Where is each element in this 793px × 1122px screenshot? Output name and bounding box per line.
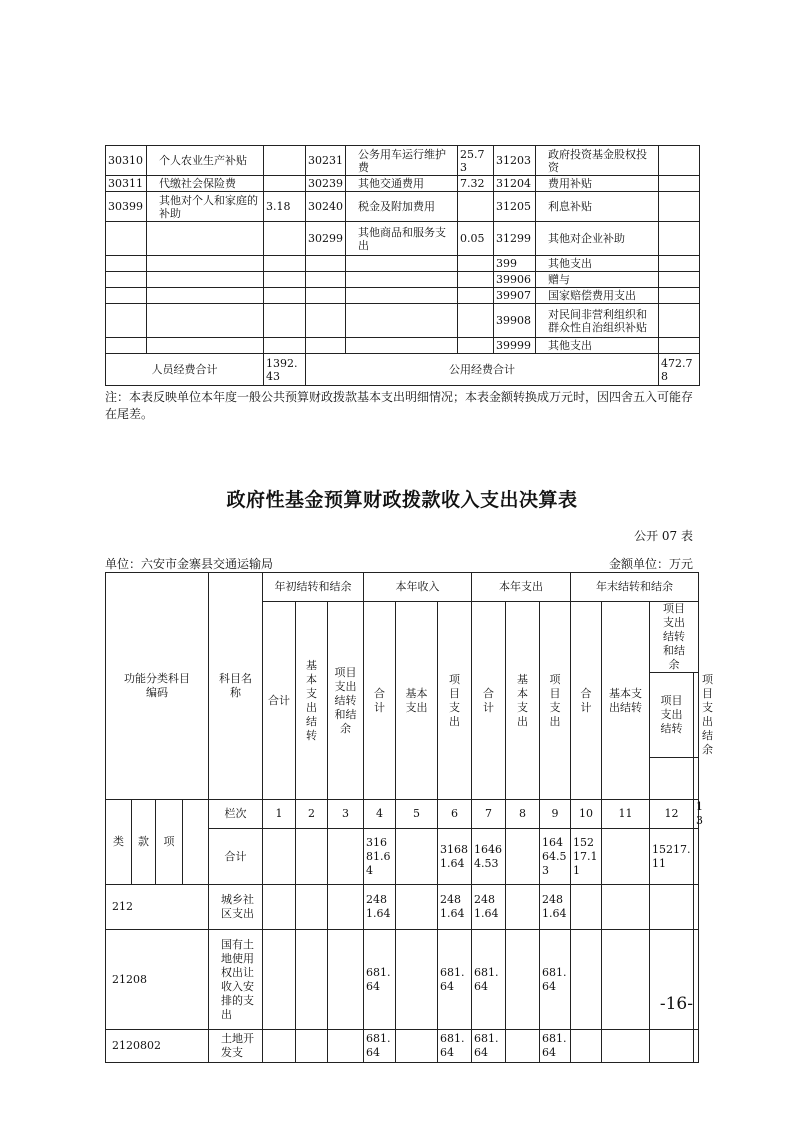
column-number: 10 bbox=[571, 800, 602, 829]
table-row bbox=[106, 885, 699, 930]
column-number: 11 bbox=[602, 800, 650, 829]
table-row bbox=[106, 256, 700, 272]
table-cell bbox=[264, 338, 306, 354]
column-number: 12 bbox=[650, 800, 694, 829]
header-exp-project: 项目支出 bbox=[540, 602, 571, 800]
table-cell bbox=[659, 192, 700, 222]
value-cell bbox=[296, 885, 328, 930]
table-cell: 公务用车运行维护费 bbox=[346, 146, 458, 176]
total-value bbox=[506, 829, 540, 885]
value-cell bbox=[506, 930, 540, 1030]
table-cell: 其他支出 bbox=[536, 338, 659, 354]
header-end-basic: 基本支出结转 bbox=[602, 602, 650, 800]
table-cell bbox=[659, 338, 700, 354]
table-cell bbox=[659, 222, 700, 256]
value-cell bbox=[650, 885, 694, 930]
table-cell: 其他对企业补助 bbox=[536, 222, 659, 256]
table-cell bbox=[264, 256, 306, 272]
header-end-project-surplus: 项目支出结余 bbox=[694, 673, 699, 758]
table-cell bbox=[346, 288, 458, 304]
header-income-project: 项目支出 bbox=[438, 602, 472, 800]
table-cell bbox=[106, 338, 147, 354]
table-cell bbox=[306, 272, 346, 288]
header-income: 本年收入 bbox=[364, 573, 472, 602]
value-cell bbox=[263, 1030, 296, 1063]
total-value bbox=[602, 829, 650, 885]
table-cell bbox=[659, 288, 700, 304]
table-cell bbox=[659, 146, 700, 176]
table-cell: 0.05 bbox=[458, 222, 494, 256]
table-cell: 其他商品和服务支出 bbox=[346, 222, 458, 256]
value-cell bbox=[602, 1030, 650, 1063]
table-cell: 30239 bbox=[306, 176, 346, 192]
header-expense: 本年支出 bbox=[472, 573, 571, 602]
total-value: 31681.64 bbox=[438, 829, 472, 885]
money-unit-label: 金额单位：万元 bbox=[608, 557, 693, 571]
expense-detail-table bbox=[105, 145, 700, 386]
totals-row bbox=[106, 354, 700, 386]
unit-label: 单位：六安市金寨县交通运输局 bbox=[105, 557, 274, 571]
header-begin-total: 合计 bbox=[263, 602, 296, 800]
table-cell bbox=[659, 256, 700, 272]
table-cell bbox=[106, 288, 147, 304]
header-end-project-carry: 项目支出结转 bbox=[650, 673, 694, 758]
value-cell bbox=[602, 885, 650, 930]
table-cell: 31299 bbox=[494, 222, 536, 256]
value-cell bbox=[571, 1030, 602, 1063]
table-cell: 3.18 bbox=[264, 192, 306, 222]
table-cell bbox=[346, 272, 458, 288]
header-exp-total: 合计 bbox=[472, 602, 506, 800]
personnel-total-value: 1392.43 bbox=[264, 354, 306, 386]
table-cell bbox=[147, 288, 264, 304]
value-cell: 681.64 bbox=[540, 930, 571, 1030]
table-number: 公开 07 表 bbox=[634, 529, 693, 543]
total-value bbox=[263, 829, 296, 885]
header-subject-name: 科目名称 bbox=[209, 573, 263, 800]
table-row bbox=[106, 338, 700, 354]
table-cell bbox=[458, 272, 494, 288]
value-cell: 681.64 bbox=[472, 1030, 506, 1063]
column-number: 6 bbox=[438, 800, 472, 829]
table-cell: 赠与 bbox=[536, 272, 659, 288]
table-cell bbox=[659, 176, 700, 192]
table-cell: 31204 bbox=[494, 176, 536, 192]
subject-name-cell: 国有土地使用权出让收入安排的支出 bbox=[209, 930, 263, 1030]
table-cell bbox=[346, 304, 458, 338]
value-cell bbox=[506, 1030, 540, 1063]
table-cell: 399 bbox=[494, 256, 536, 272]
table-row bbox=[106, 176, 700, 192]
table-cell bbox=[346, 256, 458, 272]
table-cell bbox=[458, 288, 494, 304]
table-cell: 39906 bbox=[494, 272, 536, 288]
header-func-code: 功能分类科目编码 bbox=[106, 573, 209, 800]
value-cell bbox=[328, 885, 364, 930]
table-cell: 个人农业生产补贴 bbox=[147, 146, 264, 176]
table-row bbox=[106, 304, 700, 338]
table-cell: 国家赔偿费用支出 bbox=[536, 288, 659, 304]
total-value bbox=[396, 829, 438, 885]
fund-budget-table bbox=[105, 572, 714, 1063]
table-cell bbox=[147, 222, 264, 256]
subject-name-cell: 土地开发支 bbox=[209, 1030, 263, 1063]
value-cell bbox=[396, 885, 438, 930]
table-cell: 30310 bbox=[106, 146, 147, 176]
table-cell: 39908 bbox=[494, 304, 536, 338]
total-value bbox=[328, 829, 364, 885]
table-cell bbox=[306, 256, 346, 272]
table-cell bbox=[346, 338, 458, 354]
table-note: 注：本表反映单位本年度一般公共预算财政拨款基本支出明细情况；本表金额转换成万元时，因四舍五入可能存在尾差。 bbox=[105, 390, 694, 421]
header-income-basic: 基本支出 bbox=[396, 602, 438, 800]
table-cell: 税金及附加费用 bbox=[346, 192, 458, 222]
table-cell bbox=[264, 288, 306, 304]
table-cell: 31203 bbox=[494, 146, 536, 176]
table-row bbox=[106, 1030, 699, 1063]
value-cell bbox=[571, 885, 602, 930]
table-cell bbox=[306, 338, 346, 354]
column-number: 7 bbox=[472, 800, 506, 829]
header-income-total: 合计 bbox=[364, 602, 396, 800]
table-cell bbox=[264, 222, 306, 256]
value-cell bbox=[694, 930, 699, 1030]
table-cell: 其他交通费用 bbox=[346, 176, 458, 192]
value-cell: 681.64 bbox=[438, 1030, 472, 1063]
value-cell bbox=[396, 1030, 438, 1063]
column-number: 5 bbox=[396, 800, 438, 829]
value-cell bbox=[650, 930, 694, 1030]
table-row bbox=[106, 222, 700, 256]
table-cell: 利息补贴 bbox=[536, 192, 659, 222]
table-cell bbox=[458, 256, 494, 272]
column-number: 4 bbox=[364, 800, 396, 829]
table-cell: 30231 bbox=[306, 146, 346, 176]
total-value bbox=[296, 829, 328, 885]
value-cell: 2481.64 bbox=[438, 885, 472, 930]
value-cell bbox=[263, 930, 296, 1030]
column-number: 2 bbox=[296, 800, 328, 829]
header-end-balance: 年末结转和结余 bbox=[571, 573, 699, 602]
value-cell bbox=[263, 885, 296, 930]
table-cell bbox=[147, 304, 264, 338]
column-number: 3 bbox=[328, 800, 364, 829]
subject-name-cell: 城乡社区支出 bbox=[209, 885, 263, 930]
table-cell: 7.32 bbox=[458, 176, 494, 192]
value-cell bbox=[694, 1030, 699, 1063]
value-cell bbox=[328, 1030, 364, 1063]
total-value: 16464.53 bbox=[472, 829, 506, 885]
table-cell bbox=[264, 146, 306, 176]
value-cell bbox=[328, 930, 364, 1030]
column-number: 8 bbox=[506, 800, 540, 829]
total-value: 31681.64 bbox=[364, 829, 396, 885]
table-cell: 30399 bbox=[106, 192, 147, 222]
header-lei: 类 bbox=[106, 800, 132, 885]
value-cell: 681.64 bbox=[438, 930, 472, 1030]
header-kuan: 款 bbox=[132, 800, 156, 885]
public-total-label: 公用经费合计 bbox=[306, 354, 659, 386]
column-number: 1 bbox=[263, 800, 296, 829]
value-cell bbox=[650, 1030, 694, 1063]
table-row bbox=[106, 192, 700, 222]
value-cell: 2481.64 bbox=[540, 885, 571, 930]
value-cell: 681.64 bbox=[540, 1030, 571, 1063]
page-title: 政府性基金预算财政拨款收入支出决算表 bbox=[226, 489, 578, 511]
value-cell bbox=[694, 885, 699, 930]
value-cell: 681.64 bbox=[364, 1030, 396, 1063]
header-end-project: 项目支出结转和结余 bbox=[650, 602, 699, 673]
table-cell: 30299 bbox=[306, 222, 346, 256]
table-cell bbox=[147, 256, 264, 272]
page-number: -16- bbox=[659, 994, 693, 1014]
value-cell: 2481.64 bbox=[364, 885, 396, 930]
table-cell bbox=[659, 304, 700, 338]
table-row bbox=[106, 146, 700, 176]
table-cell: 其他对个人和家庭的补助 bbox=[147, 192, 264, 222]
header-end-total: 合计 bbox=[571, 602, 602, 800]
table-cell bbox=[147, 338, 264, 354]
public-total-value: 472.78 bbox=[659, 354, 700, 386]
table-row bbox=[106, 930, 699, 1030]
value-cell bbox=[506, 885, 540, 930]
table-cell bbox=[264, 176, 306, 192]
value-cell bbox=[602, 930, 650, 1030]
total-value: 16464.53 bbox=[540, 829, 571, 885]
table-cell: 31205 bbox=[494, 192, 536, 222]
table-cell bbox=[306, 304, 346, 338]
personnel-total-label: 人员经费合计 bbox=[106, 354, 264, 386]
table-cell bbox=[106, 222, 147, 256]
column-number: 9 bbox=[540, 800, 571, 829]
value-cell bbox=[296, 930, 328, 1030]
header-begin-basic: 基本支出结转 bbox=[296, 602, 328, 800]
func-code-cell: 21208 bbox=[106, 930, 209, 1030]
column-number: 13 bbox=[694, 800, 699, 829]
header-xiang: 项 bbox=[156, 800, 183, 885]
table-cell bbox=[458, 304, 494, 338]
table-row bbox=[106, 288, 700, 304]
table-cell bbox=[106, 256, 147, 272]
table-cell: 费用补贴 bbox=[536, 176, 659, 192]
table-cell bbox=[659, 272, 700, 288]
header-exp-basic: 基本支出 bbox=[506, 602, 540, 800]
table-cell bbox=[264, 272, 306, 288]
table-cell bbox=[264, 304, 306, 338]
table-cell: 30240 bbox=[306, 192, 346, 222]
func-code-cell: 2120802 bbox=[106, 1030, 209, 1063]
table-cell: 30311 bbox=[106, 176, 147, 192]
table-cell: 25.73 bbox=[458, 146, 494, 176]
table-cell bbox=[147, 272, 264, 288]
value-cell bbox=[571, 930, 602, 1030]
table-cell: 政府投资基金股权投资 bbox=[536, 146, 659, 176]
value-cell: 681.64 bbox=[364, 930, 396, 1030]
table-cell: 39907 bbox=[494, 288, 536, 304]
table-row bbox=[106, 272, 700, 288]
value-cell: 681.64 bbox=[472, 930, 506, 1030]
table-cell bbox=[106, 304, 147, 338]
value-cell bbox=[396, 930, 438, 1030]
table-cell: 对民间非营利组织和群众性自治组织补贴 bbox=[536, 304, 659, 338]
header-begin-balance: 年初结转和结余 bbox=[263, 573, 364, 602]
table-cell bbox=[458, 338, 494, 354]
table-cell: 其他支出 bbox=[536, 256, 659, 272]
total-value: 15217.11 bbox=[571, 829, 602, 885]
table-cell: 代缴社会保险费 bbox=[147, 176, 264, 192]
table-cell: 39999 bbox=[494, 338, 536, 354]
table-cell bbox=[106, 272, 147, 288]
total-value: 15217.11 bbox=[650, 829, 694, 885]
total-row-label: 合计 bbox=[209, 829, 263, 885]
value-cell bbox=[296, 1030, 328, 1063]
table-cell bbox=[458, 192, 494, 222]
header-lanci: 栏次 bbox=[209, 800, 263, 829]
total-value bbox=[694, 829, 699, 885]
table-cell bbox=[306, 288, 346, 304]
header-begin-project: 项目支出结转和结余 bbox=[328, 602, 364, 800]
value-cell: 2481.64 bbox=[472, 885, 506, 930]
func-code-cell: 212 bbox=[106, 885, 209, 930]
